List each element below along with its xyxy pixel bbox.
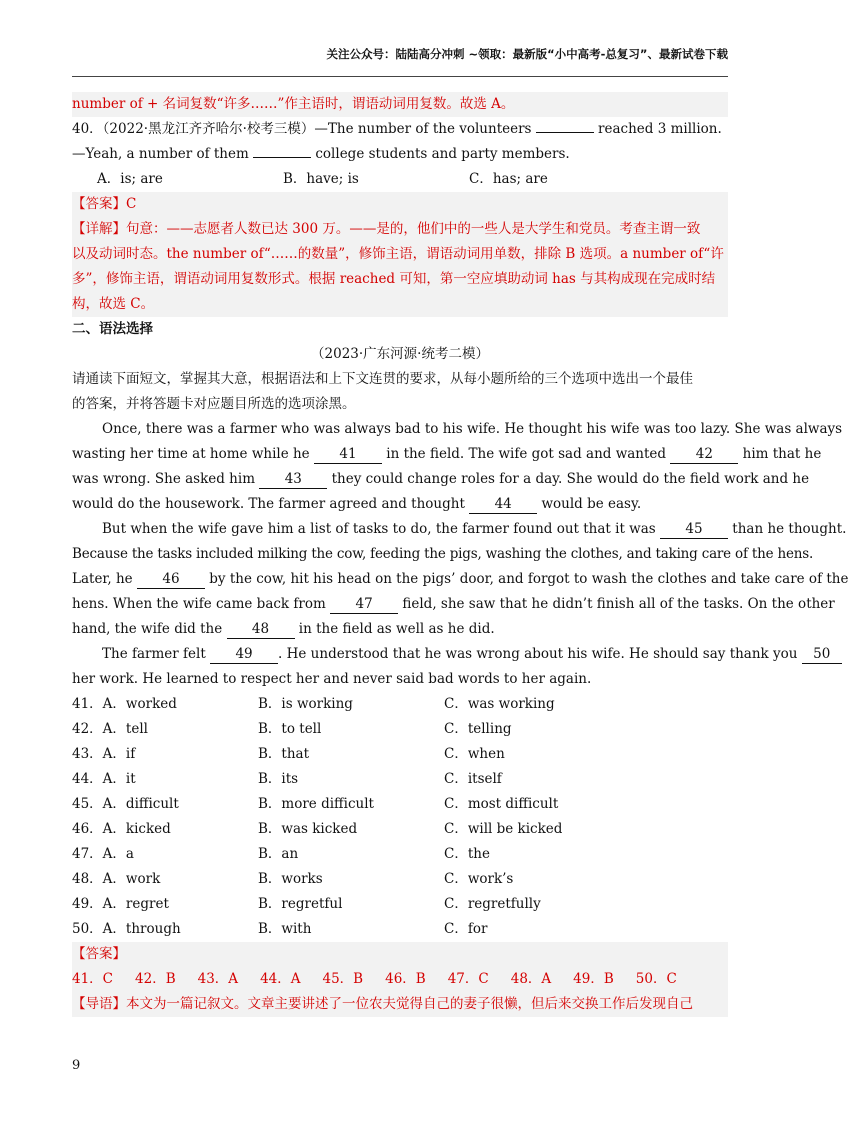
question-list bbox=[72, 692, 728, 942]
option-b: B．an bbox=[258, 846, 299, 862]
option-a: 44．A．it bbox=[72, 771, 136, 787]
option-c: C．for bbox=[444, 921, 488, 937]
page-content bbox=[72, 92, 848, 1017]
q40-text: —Yeah, a number of them bbox=[72, 146, 254, 162]
q40-detail-line: 构，故选 C。 bbox=[72, 292, 728, 317]
q40-detail-line: 【详解】句意：——志愿者人数已达 300 万。——是的，他们中的一些人是大学生和党员。考查主谓一致 bbox=[72, 217, 728, 242]
option-c: C．when bbox=[444, 746, 505, 762]
option-b: B．with bbox=[258, 921, 312, 937]
passage-line bbox=[72, 492, 728, 517]
option-c: C．was working bbox=[444, 696, 555, 712]
q40-text: college students and party members. bbox=[311, 146, 570, 162]
option-a: 48．A．work bbox=[72, 871, 161, 887]
passage-line bbox=[72, 517, 847, 542]
passage-line: Because the tasks included milking the cow, feeding the pigs, washing the clothes, and taking care of the hens. bbox=[72, 546, 814, 562]
option-a: 43．A．if bbox=[72, 746, 136, 762]
option-b: B．is working bbox=[258, 696, 353, 712]
passage-text: in the field. The wife got sad and wanted bbox=[381, 446, 671, 462]
answer-item: 48．A bbox=[510, 971, 552, 987]
q40-detail-line: 多”，修饰主语，谓语动词用复数形式。根据 reached 可知，第一空应填助动词 has 与其构成现在完成时结 bbox=[72, 267, 728, 292]
question-row bbox=[72, 717, 728, 742]
question-row bbox=[72, 842, 728, 867]
section-source: （2023·广东河源·统考二模） bbox=[311, 346, 489, 362]
question-row bbox=[72, 767, 728, 792]
question-row bbox=[72, 742, 728, 767]
question-row bbox=[72, 817, 728, 842]
answer-item: 41．C bbox=[72, 971, 114, 987]
blank-49: 49 bbox=[210, 645, 278, 664]
option-b: B．to tell bbox=[258, 721, 322, 737]
answer-key bbox=[72, 967, 728, 992]
passage-text: hand, the wife did the bbox=[72, 621, 227, 637]
q40-options bbox=[72, 167, 728, 192]
q40-option-c: C．has; are bbox=[469, 171, 548, 187]
instructions-line: 请通读下面短文，掌握其大意，根据语法和上下文连贯的要求，从每小题所给的三个选项中选出一个最佳 bbox=[72, 371, 693, 387]
blank-50: 50 bbox=[802, 645, 842, 664]
passage-text: Later, he bbox=[72, 571, 137, 587]
option-b: B．works bbox=[258, 871, 323, 887]
passage-text: field, she saw that he didn’t finish all of the tasks. On the other bbox=[398, 596, 835, 612]
answer-item: 44．A bbox=[260, 971, 301, 987]
option-c: C．regretfully bbox=[444, 896, 541, 912]
answer-item: 47．C bbox=[447, 971, 489, 987]
option-c: C．itself bbox=[444, 771, 502, 787]
passage-text: was wrong. She asked him bbox=[72, 471, 260, 487]
option-b: B．that bbox=[258, 746, 310, 762]
question-row bbox=[72, 692, 728, 717]
passage-text: in the field as well as he did. bbox=[294, 621, 495, 637]
passage-line: Once, there was a farmer who was always bad to his wife. He thought his wife was too lazy. She was always bbox=[102, 421, 843, 437]
option-a: 45．A．difficult bbox=[72, 796, 179, 812]
q40-blank-2 bbox=[253, 157, 311, 158]
option-a: 47．A．a bbox=[72, 846, 134, 862]
passage-text: him that he bbox=[738, 446, 822, 462]
section-title: 二、语法选择 bbox=[72, 321, 153, 337]
guide-line: 【导语】本文为一篇记叙文。文章主要讲述了一位农夫觉得自己的妻子很懒，但后来交换工作后发现自己 bbox=[72, 992, 728, 1017]
option-c: C．most difficult bbox=[444, 796, 559, 812]
passage-text: hens. When the wife came back from bbox=[72, 596, 331, 612]
question-row bbox=[72, 867, 728, 892]
option-c: C．will be kicked bbox=[444, 821, 563, 837]
passage-text: But when the wife gave him a list of tasks to do, the farmer found out that it was bbox=[102, 521, 661, 537]
option-a: 46．A．kicked bbox=[72, 821, 171, 837]
q40-text: reached 3 million. bbox=[593, 121, 722, 137]
blank-47: 47 bbox=[330, 595, 398, 614]
passage-text: would do the housework. The farmer agreed and thought bbox=[72, 496, 470, 512]
option-a: 49．A．regret bbox=[72, 896, 169, 912]
q40-detail-line: 以及动词时态。the number of“……的数量”，修饰主语，谓语动词用单数，排除 B 选项。a number of“许 bbox=[72, 242, 728, 267]
passage-line bbox=[72, 567, 848, 592]
option-b: B．its bbox=[258, 771, 299, 787]
option-a: 41．A．worked bbox=[72, 696, 177, 712]
q40-text: 40．（2022·黑龙江齐齐哈尔·校考三模）—The number of the volunteers bbox=[72, 121, 536, 137]
blank-42: 42 bbox=[670, 445, 738, 464]
blank-41: 41 bbox=[314, 445, 382, 464]
answer-item: 43．A bbox=[197, 971, 239, 987]
q40-answer: 【答案】C bbox=[72, 192, 728, 217]
passage-line bbox=[72, 467, 810, 492]
question-row bbox=[72, 917, 728, 942]
blank-44: 44 bbox=[469, 495, 537, 514]
passage-text: . He understood that he was wrong about his wife. He should say thank you bbox=[278, 646, 802, 662]
answer-item: 46．B bbox=[385, 971, 426, 987]
blank-43: 43 bbox=[259, 470, 327, 489]
answer-item: 42．B bbox=[135, 971, 176, 987]
answer-item: 49．B bbox=[573, 971, 614, 987]
passage-text: wasting her time at home while he bbox=[72, 446, 314, 462]
q40-line2 bbox=[72, 142, 728, 167]
question-row bbox=[72, 892, 728, 917]
answer-item: 50．C bbox=[635, 971, 677, 987]
q40-blank-1 bbox=[536, 132, 594, 133]
passage-line bbox=[72, 592, 835, 617]
passage-text: they could change roles for a day. She would do the field work and he bbox=[327, 471, 810, 487]
blank-48: 48 bbox=[227, 620, 295, 639]
option-b: B．was kicked bbox=[258, 821, 358, 837]
passage-line bbox=[72, 642, 831, 667]
option-b: B．regretful bbox=[258, 896, 343, 912]
option-a: 50．A．through bbox=[72, 921, 181, 937]
blank-45: 45 bbox=[660, 520, 728, 539]
answer-label: 【答案】 bbox=[72, 942, 728, 967]
instructions-line: 的答案，并将答题卡对应题目所选的选项涂黑。 bbox=[72, 396, 356, 412]
q40-option-b: B．have; is bbox=[283, 171, 359, 187]
option-b: B．more difficult bbox=[258, 796, 374, 812]
passage-line bbox=[72, 442, 822, 467]
page-number: 9 bbox=[72, 1058, 81, 1073]
passage-text: would be easy. bbox=[537, 496, 642, 512]
option-c: C．work’s bbox=[444, 871, 514, 887]
q40-line1 bbox=[72, 117, 728, 142]
page-header: 关注公众号：陆陆高分冲刺 ~领取：最新版“小中高考-总复习”、最新试卷下载 bbox=[326, 47, 728, 61]
blank-46: 46 bbox=[137, 570, 205, 589]
option-c: C．the bbox=[444, 846, 490, 862]
passage-text: than he thought. bbox=[728, 521, 847, 537]
q40-option-a: A．is; are bbox=[97, 171, 163, 187]
passage-line: her work. He learned to respect her and never said bad words to her again. bbox=[72, 671, 592, 687]
passage-text: The farmer felt bbox=[102, 646, 211, 662]
question-row bbox=[72, 792, 728, 817]
header-rule bbox=[72, 76, 728, 77]
option-a: 42．A．tell bbox=[72, 721, 148, 737]
answer-item: 45．B bbox=[322, 971, 364, 987]
passage-text: by the cow, hit his head on the pigs’ door, and forgot to wash the clothes and take care of the bbox=[204, 571, 848, 587]
prev-explanation: number of + 名词复数“许多……”作主语时，谓语动词用复数。故选 A。 bbox=[72, 92, 728, 117]
option-c: C．telling bbox=[444, 721, 512, 737]
passage-line bbox=[72, 617, 728, 642]
